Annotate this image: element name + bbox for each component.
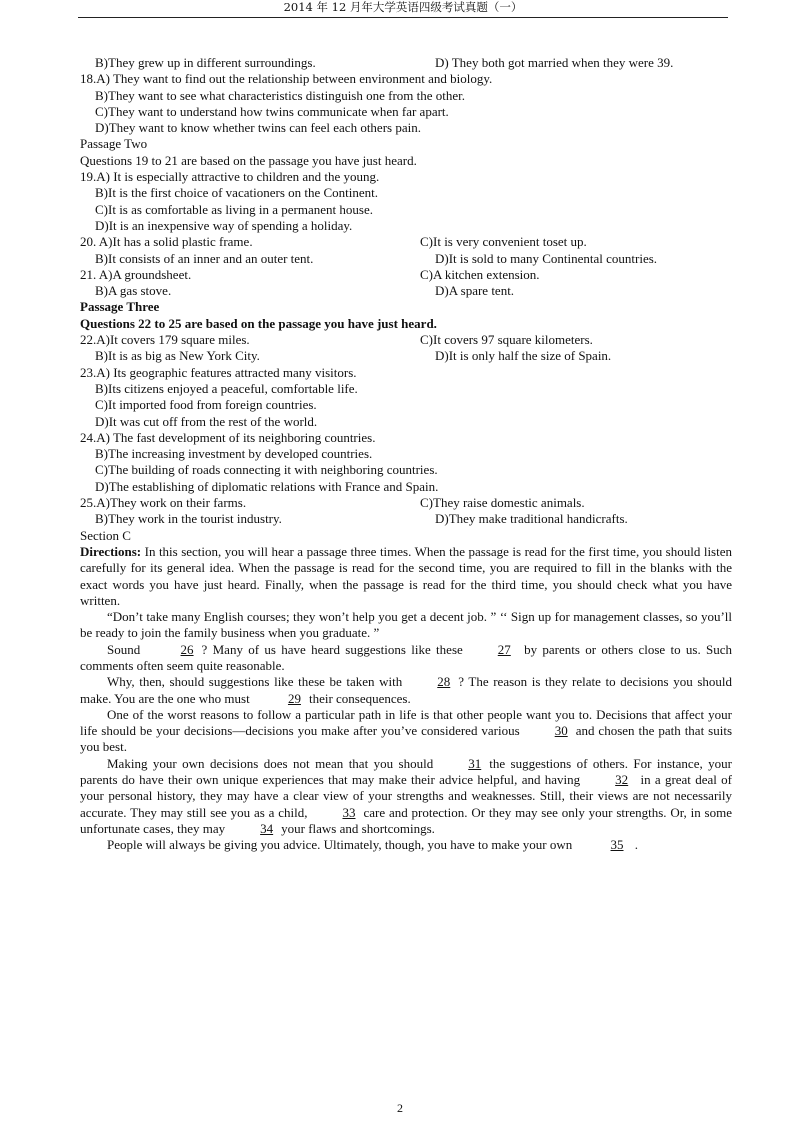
blank-29: 29	[287, 690, 301, 706]
option-24b: B)The increasing investment by developed countries.	[95, 446, 373, 462]
passage-three-title: Passage Three	[80, 299, 160, 315]
passage-paragraph-2	[80, 642, 732, 675]
text-run: their consequences.	[308, 690, 411, 706]
option-25a: 25.A)They work on their farms.	[80, 495, 247, 511]
question-22-row2	[80, 348, 732, 364]
passage-paragraph-6	[80, 837, 732, 853]
blank-33: 33	[342, 804, 356, 820]
text-run: and chosen the path that suits you best.	[80, 723, 732, 755]
section-c-title: Section C	[80, 527, 131, 543]
option-22b: B)It is as big as New York City.	[95, 348, 260, 364]
text-run: by parents or others close to us. Such comments often seem quite reasonable.	[80, 641, 733, 673]
question-21-row1	[80, 267, 732, 283]
option-19a: 19.A) It is especially attractive to children and the young.	[80, 169, 380, 185]
page-header: 2014 年 12 月年大学英语四级考试真题（一）	[78, 0, 728, 18]
text-run: .	[631, 837, 639, 853]
text-run: care and protection. Or they may see only your strengths. Or, in some unfortunate cases, they may	[80, 804, 732, 836]
option-18b: B)They want to see what characteristics distinguish one from the other.	[95, 87, 466, 103]
option-24d: D)The establishing of diplomatic relations with France and Spain.	[95, 478, 439, 494]
blank-30: 30	[554, 723, 568, 739]
option-21c: C)A kitchen extension.	[420, 266, 540, 282]
text-run: ? The reason is they relate to decisions you should make. You are the one who must	[80, 674, 732, 706]
option-18d: D)They want to know whether twins can feel each others pain.	[95, 120, 421, 136]
option-25c: C)They raise domestic animals.	[420, 495, 585, 511]
option-21a: 21. A)A groundsheet.	[80, 266, 192, 282]
question-25-row2	[80, 511, 732, 527]
blank-26: 26	[180, 641, 194, 657]
question-25-row1	[80, 495, 732, 511]
passage-two-intro: Questions 19 to 21 are based on the passage you have just heard.	[80, 152, 417, 168]
option-24c: C)The building of roads connecting it with neighboring countries.	[95, 462, 438, 478]
blank-31: 31	[468, 755, 482, 771]
option-25d: D)They make traditional handicrafts.	[435, 511, 628, 527]
question-20-row2	[80, 251, 732, 267]
passage-paragraph-4	[80, 707, 732, 756]
blank-28: 28	[437, 674, 451, 690]
option-18c: C)They want to understand how twins communicate when far apart.	[95, 103, 449, 119]
question-22-row1	[80, 332, 732, 348]
passage-paragraph-5	[80, 756, 732, 837]
blank-34: 34	[260, 820, 274, 836]
option-22c: C)It covers 97 square kilometers.	[420, 332, 593, 348]
passage-paragraph-3	[80, 674, 732, 707]
option-20b: B)It consists of an inner and an outer tent.	[95, 250, 314, 266]
text-run: People will always be giving you advice. Ultimately, though, you have to make your own	[107, 837, 576, 853]
passage-two-title: Passage Two	[80, 136, 148, 152]
option-19c: C)It is as comfortable as living in a permanent house.	[95, 201, 373, 217]
text-run: Why, then, should suggestions like these be taken with	[107, 674, 403, 690]
question-20-row1	[80, 234, 732, 250]
option-20d: D)It is sold to many Continental countries.	[435, 250, 658, 266]
question-17-options	[80, 55, 732, 71]
option-20a: 20. A)It has a solid plastic frame.	[80, 234, 253, 250]
option-20c: C)It is very convenient toset up.	[420, 234, 587, 250]
blank-32: 32	[615, 772, 629, 788]
option-17b: B)They grew up in different surroundings.	[95, 55, 316, 70]
option-25b: B)They work in the tourist industry.	[95, 511, 282, 527]
text-run: Sound	[107, 641, 146, 657]
text-run: your flaws and shortcomings.	[281, 820, 435, 836]
passage-three-intro: Questions 22 to 25 are based on the passage you have just heard.	[80, 315, 437, 331]
option-23d: D)It was cut off from the rest of the world.	[95, 413, 318, 429]
option-23b: B)Its citizens enjoyed a peaceful, comfortable life.	[95, 380, 358, 396]
option-19b: B)It is the first choice of vacationers on the Continent.	[95, 185, 379, 201]
option-24a: 24.A) The fast development of its neighboring countries.	[80, 429, 376, 445]
page-number: 2	[397, 1101, 403, 1115]
text-run: the suggestions of others. For instance, your parents do have their own unique experiences that may make their advice helpful, and having	[80, 755, 732, 788]
text-run: ? Many of us have heard suggestions like these	[201, 641, 463, 657]
blank-27: 27	[497, 641, 511, 657]
option-23c: C)It imported food from foreign countries.	[95, 397, 317, 413]
option-23a: 23.A) Its geographic features attracted many visitors.	[80, 364, 357, 380]
text-run: One of the worst reasons to follow a particular path in life is that other people want you to. Decisions that affect your life should be your decisions—decisions you make after you’ve considered various	[80, 706, 732, 739]
passage-paragraph-1: “Don’t take many English courses; they won’t help you get a decent job. ” ‘‘ Sign up for management classes, so you’ll be ready to join the family business when you graduate. ”	[80, 609, 732, 641]
option-18a: 18.A) They want to find out the relationship between environment and biology.	[80, 71, 493, 87]
question-21-row2	[80, 283, 732, 299]
page-content	[80, 55, 732, 854]
text-run: Making your own decisions does not mean that you should	[107, 755, 434, 771]
option-21d: D)A spare tent.	[435, 283, 515, 299]
option-22a: 22.A)It covers 179 square miles.	[80, 332, 250, 348]
option-21b: B)A gas stove.	[95, 283, 172, 299]
directions-label: Directions:	[80, 543, 142, 559]
directions-text: In this section, you will hear a passage three times. When the passage is read for the first time, you should listen carefully for its general idea. When the passage is read for the second time, you are required to fill in the blanks with the exact words you have just heard. Finally, when the passage is read for the third time, you should check what you have written.	[80, 543, 732, 608]
text-run: in a great deal of your personal history, they may have a clear view of your strengths and weaknesses. Still, their views are not necessarily accurate. They may still see you as a child,	[80, 772, 732, 820]
blank-35: 35	[610, 837, 624, 853]
option-17d: D) They both got married when they were 39.	[435, 55, 674, 70]
section-c-directions	[80, 544, 732, 609]
option-22d: D)It is only half the size of Spain.	[435, 348, 612, 364]
option-19d: D)It is an inexpensive way of spending a holiday.	[95, 217, 353, 233]
